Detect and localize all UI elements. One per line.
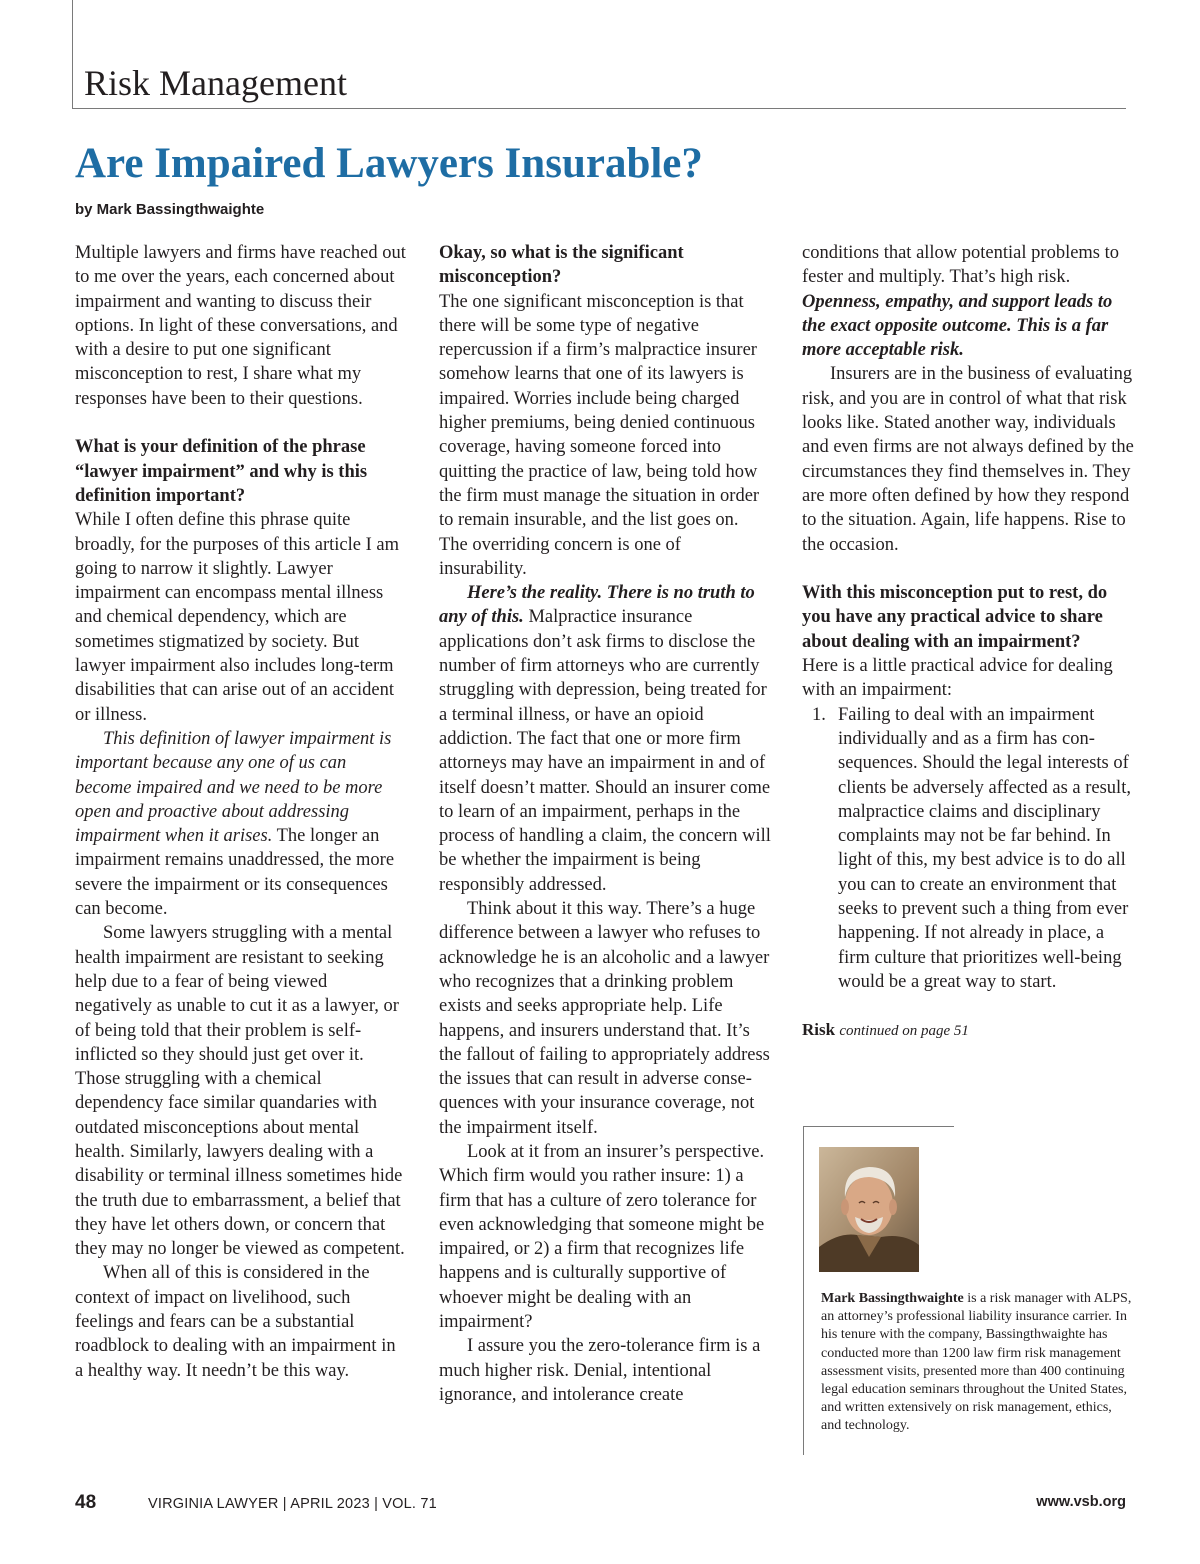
advice-list [802,703,1134,995]
continued-note [802,1018,1134,1043]
section-title: Risk Management [84,63,347,103]
list-number: 1. [812,704,826,725]
paragraph: Some lawyers struggling with a mental health impairment are resistant to seeking help due to a fear of being viewed negatively as unable to cut it as a lawyer, or of being told that their problem is self-inflicted so they should just get over it. Those struggling with a chemical dependency face similar quandaries with outdated misconceptions about mental health. Similarly, lawyers dealing with a disability or terminal illness sometimes hide the truth due to embarrassment, a belief that they have let others down, or concern that they may no longer be viewed as competent. [75,923,405,1260]
author-portrait-image [819,1147,919,1272]
column-3 [802,241,1134,1044]
continued-keyword: Risk [802,1020,836,1040]
byline: by Mark Bassingthwaighte [75,201,265,218]
author-name: Mark Bassingthwaighte [821,1291,964,1306]
author-bio [821,1290,1133,1436]
column-1 [75,241,407,1383]
author-photo [819,1147,919,1272]
paragraph-text: The longer an impairment remains unaddressed, the more severe the impairment or its consequences can become. [75,826,395,920]
section-rule-vertical [72,0,73,109]
question-heading: What is your definition of the phrase “lawyer impairment” and why is this definition important? [75,437,368,506]
continued-text: continued on page 51 [839,1023,969,1040]
paragraph: conditions that allow potential problems to fester and multiply. That’s high risk. [802,243,1120,288]
publication-info: VIRGINIA LAWYER | APRIL 2023 | VOL. 71 [148,1496,437,1512]
question-heading: With this misconception put to rest, do you have any practical advice to share about dealing with an impairment? [802,583,1108,652]
paragraph: Think about it this way. There’s a huge difference between a lawyer who refuses to acknowledge he is an alcoholic and a lawyer who recognizes that a drinking problem exists and seeks appropriate help. Life happens, and insurers understand that. It’s the fallout of failing to appropriately address the issues that can result in adverse consequences with your insurance coverage, not the impairment itself. [439,899,770,1138]
section-rule-horizontal [72,108,1126,109]
paragraph: Insurers are in the business of evaluating risk, and you are in control of what that risk looks like. Stated another way, individuals and even firms are not always defined by the circumstances they find themselves in. They are more often defined by how they respond to the situation. Again, life happens. Rise to the occasion. [802,364,1134,555]
page-number: 48 [75,1492,97,1513]
paragraph: While I often define this phrase quite broadly, for the purposes of this article I am going to narrow it slightly. Lawyer impairment can encompass mental illness and chemical dependency, which are sometimes stigmatized by society. But lawyer impairment also includes long-term disabilities that can arise out of an accident or illness. [75,510,399,725]
emphasis: This definition of lawyer impairment is important because any one of us can become impaired and we need to be more open and proactive about addressing impairment when it arises. [75,728,392,847]
list-item-text: Failing to deal with an impairment individually and as a firm has consequences. Should the legal interests of clients be adversely affected as a result, malpractice claims and disciplinary complaints may not be far behind. In light of this, my best advice is to do all you can to create an environment that seeks to prevent such a thing from ever happening. If not already in place, a firm culture that prioritizes well-being would be a great way to start. [838,704,1131,992]
list-item [802,703,1134,995]
question-heading: Okay, so what is the significant misconception? [439,243,684,288]
paragraph: Look at it from an insurer’s perspective. Which firm would you rather insure: 1) a firm that has a culture of zero tolerance for even acknowledging that someone might be impaired, or 2) a firm that recognizes life happens and is culturally supportive of whoever might be dealing with an impairment? [439,1141,765,1333]
paragraph: Here is a little practical advice for dealing with an impairment: [802,656,1113,701]
column-2 [439,241,771,1407]
paragraph [75,727,407,921]
paragraph: I assure you the zero-tolerance firm is a much higher risk. Denial, intentional ignorance, and intolerance create [439,1336,761,1405]
article-headline: Are Impaired Lawyers Insurable? [75,140,703,187]
author-bio-text: is a risk manager with ALPS, an attorney’s professional liability insurance carrier. In his tenure with the company, Bassingthwaighte has conducted more than 1200 law firm risk management assessment visits, presented more than 400 continuing legal education seminars throughout the United States, and written extensively on risk management, ethics, and technology. [821,1291,1132,1434]
paragraph [439,581,771,897]
paragraph [802,290,1134,363]
paragraph-text: Malpractice insurance applications don’t ask firms to disclose the number of firm attorneys who are currently struggling with depression, being treated for a terminal illness, or have an opioid addiction. The fact that one or more firm attorneys may have an impairment in and of itself doesn’t matter. Should an insurer come to learn of an impairment, perhaps in the process of handling a claim, the concern will be whether the impairment is being responsibly addressed. [439,607,771,895]
emphasis: Openness, empathy, and support leads to the exact opposite outcome. This is a far more acceptable risk. [802,291,1113,361]
emphasis: Here’s the reality. There is no truth to any of this. [439,583,755,628]
paragraph: When all of this is considered in the context of impact on livelihood, such feelings and fears can be a substantial roadblock to dealing with an impairment in a healthy way. It needn’t be this way. [75,1263,396,1381]
paragraph: The one significant misconception is that there will be some type of negative repercussion if a firm’s malpractice insurer somehow learns that one of its lawyers is impaired. Worries include being charged higher premiums, being denied continuous coverage, having someone forced into quitting the practice of law, being told how the firm must manage the situation in order to remain insurable, and the list goes on. The overriding concern is one of insurability. [439,291,760,579]
paragraph: Multiple lawyers and firms have reached out to me over the years, each concerned about impairment and wanting to discuss their options. In light of these conversations, and with a desire to put one significant misconception to rest, I share what my responses have been to their questions. [75,243,406,409]
website-link[interactable]: www.vsb.org [1036,1494,1126,1510]
